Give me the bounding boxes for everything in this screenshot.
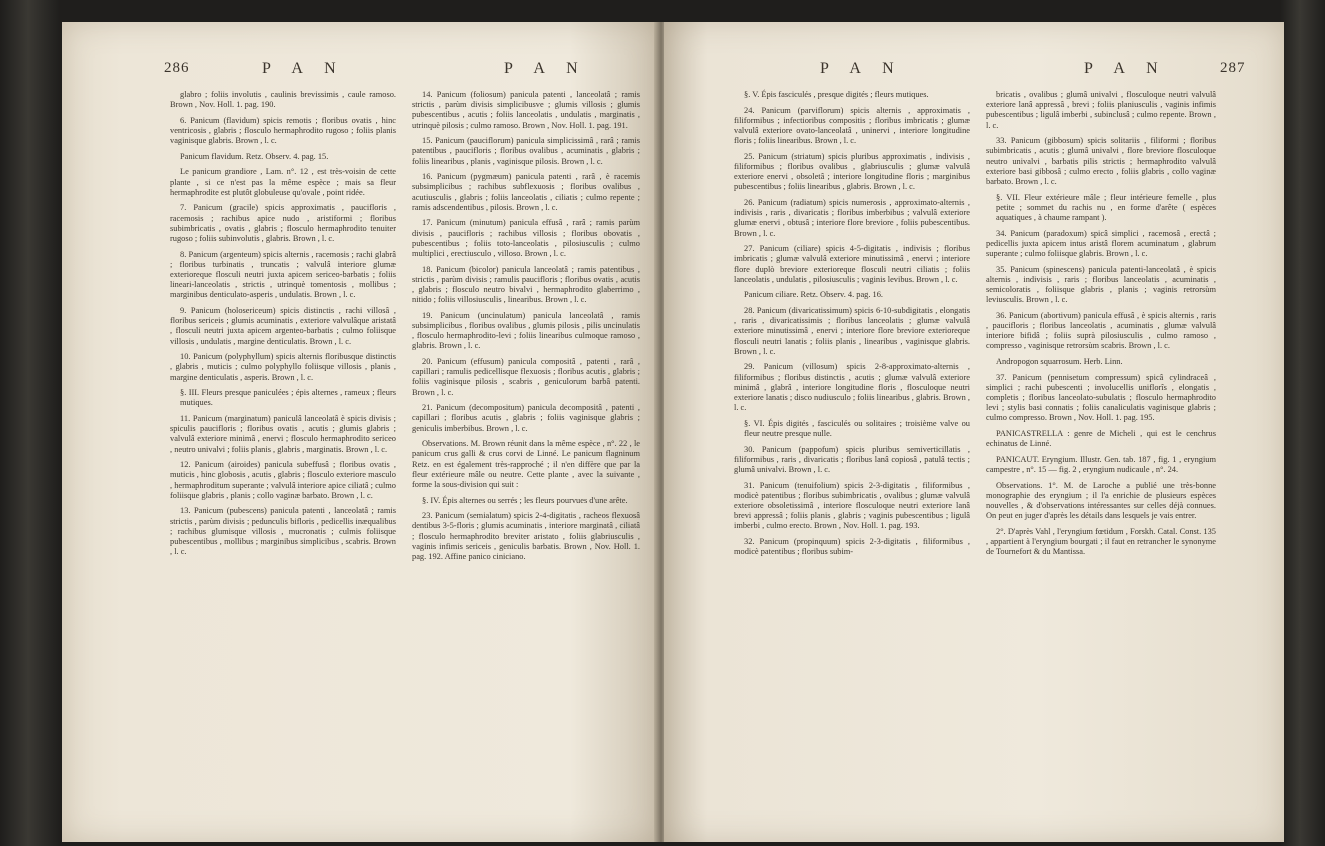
right-column-2 xyxy=(986,90,1216,842)
text-paragraph: Panicum ciliare. Retz. Observ. 4. pag. 16. xyxy=(744,290,884,300)
right-header-right: P A N xyxy=(1084,60,1167,77)
text-paragraph: Panicum flavidum. Retz. Observ. 4. pag. 15. xyxy=(180,151,329,161)
text-paragraph: §. VI. Épis digités , fasciculés ou solitaires ; troisième valve ou fleur neutre presque nulle. xyxy=(744,418,970,439)
left-page xyxy=(62,22,660,842)
text-paragraph: §. V. Épis fasciculés , presque digités ; fleurs mutiques. xyxy=(744,90,929,99)
text-paragraph: 31. Panicum (tenuifolium) spicis 2-3-digitatis , filiformibus , modicè patentibus ; floribus subimbricatis , ovalibus ; glumæ valvulâ exteriore obsoletissimâ , interiore flosculoque neutri exteriore lanâ brevi appressâ ; foliis planis , glabris ; vaginis pubescentibus ; ligulâ imberbi , culmo erecto. Brown , Nov. Holl. 1. pag. 193. xyxy=(734,480,970,531)
text-paragraph: 17. Panicum (minutum) panicula effusâ , rarâ ; ramis parùm divisis , paucifloris ; rachibus villosis ; floribus obovatis , pubescentibus ; foliis toto-lanceolatis , pilosiusculis ; culmo multiplici , erectiusculo , villoso. Brown , l. c. xyxy=(412,218,640,259)
text-paragraph: 10. Panicum (polyphyllum) spicis alternis floribusque distinctis , glabris , muticis ; culmo polyphyllo foliisque villosis , planis , margine denticulatis , asperis. Brown , l. c. xyxy=(170,352,396,382)
text-paragraph: 13. Panicum (pubescens) panicula patenti , lanceolatâ ; ramis strictis , parùm divisis ; pedunculis bifloris , pedicellis inæqualibus ; rachibus glumisque villosis , mucronatis ; culmis foliisque pubescentibus , mollibus ; marginibus simplicibus , scabris. Brown , l. c. xyxy=(170,506,396,557)
text-paragraph: 34. Panicum (paradoxum) spicâ simplici , racemosâ , erectâ ; pedicellis juxta apicem intus aristâ florem acuminatum , glabrum superante ; culmo foliisque glabris. Brown , l. c. xyxy=(986,228,1216,259)
text-paragraph: 19. Panicum (uncinulatum) panicula lanceolatâ , ramis subsimplicibus , floribus ovalibus , glumis pilosis , pilis uncinulatis , flosculo hermaphrodito-levi ; foliis linearibus culmoque ramoso , glabris. Brown , l. c. xyxy=(412,310,640,351)
text-paragraph: 28. Panicum (divaricatissimum) spicis 6-10-subdigitatis , elongatis , raris , divaricatissimis ; floribus lanceolatis ; glumæ valvulâ exteriore minutissimâ , enervi ; interiore flore breviore exterioreque flosculi neutri lanatis ; foliis planis , linearibus , vaginisque glabris. Brown , l. c. xyxy=(734,306,970,356)
text-paragraph: 20. Panicum (effusum) panicula compositâ , patenti , rarâ , capillari ; ramulis pedicellisque flexuosis ; floribus acutis , glabris ; foliis vaginisque pilosis , scabris , geniculorum barbâ patenti. Brown , l. c. xyxy=(412,357,640,397)
text-paragraph: Observations. 1°. M. de Laroche a publié une très-bonne monographie des eryngium ; il l'a enrichie de plusieurs espèces nouvelles , & d'observations intéressantes sur celles déjà connues. On peut en juger d'après les détails dans lesquels je vais entrer. xyxy=(986,480,1216,521)
text-paragraph: PANICAUT. Eryngium. Illustr. Gen. tab. 187 , fig. 1 , eryngium campestre , n°. 15 — fig. 2 , eryngium nudicaule , n°. 24. xyxy=(986,454,1216,475)
text-paragraph: 8. Panicum (argenteum) spicis alternis , racemosis ; rachi glabrâ ; floribus turbinatis , truncatis ; valvulâ interiore glumæ exterioreque flosculi neutri juxta apicem sericeo-barbatis ; foliis lineari-lanceolatis , strictis , utrinquè tomentosis , mollibus ; marginibus denticulato-asperis , undulatis. Brown , l. c. xyxy=(170,249,396,300)
right-column-1 xyxy=(734,90,970,842)
left-page-header xyxy=(164,60,650,82)
text-paragraph: 21. Panicum (decompositum) panicula decompositâ , patenti , capillari ; floribus acutis , glabris ; foliis vaginisque glabris ; geniculis imberbibus. Brown , l. c. xyxy=(412,403,640,433)
left-header-left: P A N xyxy=(262,60,345,77)
right-page-number: 287 xyxy=(1220,60,1246,76)
text-paragraph: Andropogon squarrosum. Herb. Linn. xyxy=(996,357,1123,367)
text-paragraph: 32. Panicum (propinquum) spicis 2-3-digitatis , filiformibus , modicè patentibus ; floribus subim- xyxy=(734,537,970,557)
text-paragraph: 9. Panicum (holosericeum) spicis distinctis , rachi villosâ , floribus sericeis ; glumis acuminatis , exteriore valvulâque aristatâ , flosculi neutri juxta apicem argenteo-barbatis ; culmo foliisque villosis , undulatis , margine denticulatis. Brown , l. c. xyxy=(170,306,396,346)
text-paragraph: Le panicum grandiore , Lam. n°. 12 , est très-voisin de cette plante , si ce n'est pas la même espèce ; mais sa fleur hermaphrodite est plutôt globuleuse qu'ovale , point ridée. xyxy=(170,167,396,197)
left-page-number: 286 xyxy=(164,60,190,76)
text-paragraph: 36. Panicum (abortivum) panicula effusâ , è spicis alternis , raris , paucifloris ; floribus lanceolatis , acuminatis , glumæ valvulâ interiore bifidâ ; foliis suprà pilosiusculis , culmo ramoso , compresso , vaginisque retrorsùm scabris. Brown , l. c. xyxy=(986,310,1216,351)
right-header-left: P A N xyxy=(820,60,903,77)
text-paragraph: §. III. Fleurs presque paniculées ; épis alternes , rameux ; fleurs mutiques. xyxy=(180,388,396,408)
text-paragraph: §. VII. Fleur extérieure mâle ; fleur intérieure femelle , plus petite ; sommet du rachis nu , en forme d'arête ( espèces aquatiques , à chaume rampant ). xyxy=(996,192,1216,223)
text-paragraph: Observations. M. Brown réunit dans la même espèce , n°. 22 , le panicum crus galli & crus corvi de Linné. Le panicum flagninum Retz. en est également très-rapproché ; il n'en diffère que par la fleur extérieure mâle ou neutre. Cette plante , avec la suivante , forme la sous-division qui suit : xyxy=(412,439,640,490)
right-page xyxy=(664,22,1284,842)
left-column-1 xyxy=(170,90,396,842)
text-paragraph: 33. Panicum (gibbosum) spicis solitariis , filiformi ; floribus subimbricatis , acutis ; glumâ univalvi , flore breviore flosculoque neutro univalvi , barbatis pilis strictis ; hermaphrodito valvulâ exteriore basi gibbosâ ; culmo erecto , foliis glabris , collo vaginæ barbato. Brown , l. c. xyxy=(986,136,1216,187)
text-paragraph: 29. Panicum (villosum) spicis 2-8-approximato-alternis , filiformibus ; floribus distinctis , acutis ; glumæ valvulâ exteriore minimâ , glabrâ , interiore longitudine floris , flosculoque neutri exteriore lanatis ; disco nudiusculo ; foliis linearibus , glabris. Brown , l. c. xyxy=(734,362,970,413)
left-header-right: P A N xyxy=(504,60,587,77)
text-paragraph: 2°. D'après Vahl , l'eryngium fœtidum , Forskh. Catal. Const. 135 , appartient à l'eryngium bourgati ; il faut en retrancher le synonyme de Tournefort & du Mantissa. xyxy=(986,526,1216,557)
text-paragraph: 26. Panicum (radiatum) spicis numerosis , approximato-alternis , indivisis , raris , divaricatis ; floribus imberbibus ; valvulâ exteriore glumæ enervi , obtusâ ; interiore flore breviore , foliis pubescentibus. Brown , l. c. xyxy=(734,198,970,238)
text-paragraph: glabro ; foliis involutis , caulinis brevissimis , caule ramoso. Brown , Nov. Holl. 1. pag. 190. xyxy=(170,90,396,110)
text-paragraph: 23. Panicum (semialatum) spicis 2-4-digitatis , racheos flexuosâ dentibus 3-5-floris ; glumis acuminatis , interiore marginatâ , ciliatâ ; flosculo hermaphrodito breviter aristato , foliis glabriusculis , vaginis infimis sericeis , geniculis barbatis. Brown , Nov. Holl. 1. pag. 192. Affine panico ciniciano. xyxy=(412,511,640,562)
right-page-header xyxy=(734,60,1274,82)
text-paragraph: 15. Panicum (pauciflorum) panicula simplicissimâ , rarâ ; ramis patentibus , paucifloris ; floribus ovalibus , acuminatis , glabris ; foliis linearibus , planis , vaginisque pilosis. Brown , l. c. xyxy=(412,136,640,166)
text-paragraph: PANICASTRELLA : genre de Micheli , qui est le cenchrus echinatus de Linné. xyxy=(986,429,1216,449)
text-paragraph: 12. Panicum (airoides) panicula subeffusâ ; floribus ovatis , muticis , hinc globosis , acutis , glabris ; flosculo exteriore masculo , hermaphroditum superante ; valvulâ interiore apice ciliatâ ; culmo foliisque glabris , planis ; collo vaginæ barbato. Brown , l. c. xyxy=(170,460,396,500)
text-paragraph: 24. Panicum (parviflorum) spicis alternis , approximatis , filiformibus ; infectioribus compositis ; floribus imbricatis ; glumæ valvulâ exteriore ovato-lanceolatâ , uninervi , interiore longitudine floris ; foliis linearibus. Brown , l. c. xyxy=(734,105,970,146)
text-paragraph: 7. Panicum (gracile) spicis approximatis , paucifloris , racemosis ; rachibus apice nudo , aristiformi ; floribus subimbricatis , ovatis , glabris ; flosculo hermaphrodito tenuiter rugoso ; foliis subinvolutis , glabris. Brown , l. c. xyxy=(170,203,396,243)
text-paragraph: 6. Panicum (flavidum) spicis remotis ; floribus ovatis , hinc ventricosis , glabris ; flosculo hermaphrodito rugoso ; foliis planis vaginisque glabris. Brown , l. c. xyxy=(170,115,396,146)
text-paragraph: 25. Panicum (striatum) spicis pluribus approximatis , indivisis , filiformibus ; floribus ovalibus , glabriusculis ; glumæ valvulâ exteriore enervi , obsoletâ ; interiore longitudine floris ; marginibus pubescentibus ; foliis linearibus , glabris. Brown , l. c. xyxy=(734,151,970,192)
text-paragraph: 35. Panicum (spinescens) panicula patenti-lanceolatâ , è spicis alternis , indivisis , raris ; floribus lanceolatis , acuminatis , semicoloratis , foliisque glabris , planis ; vaginis retrorsùm leviusculis. Brown , l. c. xyxy=(986,264,1216,305)
text-paragraph: 14. Panicum (foliosum) panicula patenti , lanceolatâ ; ramis strictis , parùm divisis simplicibusve ; glumis villosis ; glumis pubescentibus , acutis ; foliis lanceolatis , undulatis , marginatis , utrinquè pilosis ; culmo ramoso. Brown , Nov. Holl. 1. pag. 191. xyxy=(412,90,640,130)
text-paragraph: §. IV. Épis alternes ou serrés ; les fleurs pourvues d'une arête. xyxy=(422,495,628,505)
left-column-2 xyxy=(412,90,640,842)
text-paragraph: 16. Panicum (pygmæum) panicula patenti , rarâ , è racemis subsimplicibus ; rachibus subflexuosis ; floribus ovalibus , acutiusculis , glabris ; foliis lanceolatis , ciliatis ; culmo repente ; ramis adscendentibus , pilosis. Brown , l. c. xyxy=(412,172,640,212)
text-paragraph: 11. Panicum (marginatum) paniculâ lanceolatâ è spicis divisis ; spiculis paucifloris ; floribus ovatis , acutis ; glumis glabris ; valvulâ exteriore minimâ , enervi ; flosculo hermaphrodito sericeo , neutro univalvi ; foliis planis , glabris , marginatis. Brown , l. c. xyxy=(170,414,396,454)
text-paragraph: 30. Panicum (pappofum) spicis pluribus semiverticillatis , filiformibus , raris , divaricatis ; floribus lanâ copiosâ , patulâ tectis ; glumâ univalvi. Brown , l. c. xyxy=(734,444,970,475)
text-paragraph: 18. Panicum (bicolor) panicula lanceolatâ ; ramis patentibus , strictis , parùm divisis ; ramulis paucifloris ; floribus ovatis , acutis , glabris ; flosculo neutro bivalvi , hermaphrodito glaberrimo , nitido ; foliis villosiusculis , linearibus. Brown , l. c. xyxy=(412,264,640,305)
text-paragraph: 27. Panicum (ciliare) spicis 4-5-digitatis , indivisis ; floribus imbricatis ; glumæ valvulâ exteriore minutissimâ , enervi ; interiore flore duplò breviore exterioreque flosculi neutri ciliatis ; foliis lanceolatis , undulatis , pilosiusculis ; vaginis levibus. Brown , l. c. xyxy=(734,244,970,284)
text-paragraph: bricatis , ovalibus ; glumâ univalvi , flosculoque neutri valvulâ exteriore lanâ appressâ , brevi ; foliis planiusculis , vaginis infimis pubescentibus ; ligulâ imberbi , subinclusâ ; culmo repente. Brown , l. c. xyxy=(986,90,1216,130)
text-paragraph: 37. Panicum (pennisetum compressum) spicâ cylindraceâ , simplici ; rachi pubescenti ; involucellis uniflorîs , elongatis , completis ; floribus lanceolato-subulatis ; flosculo hermaphrodito levi ; stylis basi connatis ; foliis canaliculatis vaginisque glabris ; culmo compresso. Brown , Nov. Holl. 1. pag. 195. xyxy=(986,372,1216,423)
